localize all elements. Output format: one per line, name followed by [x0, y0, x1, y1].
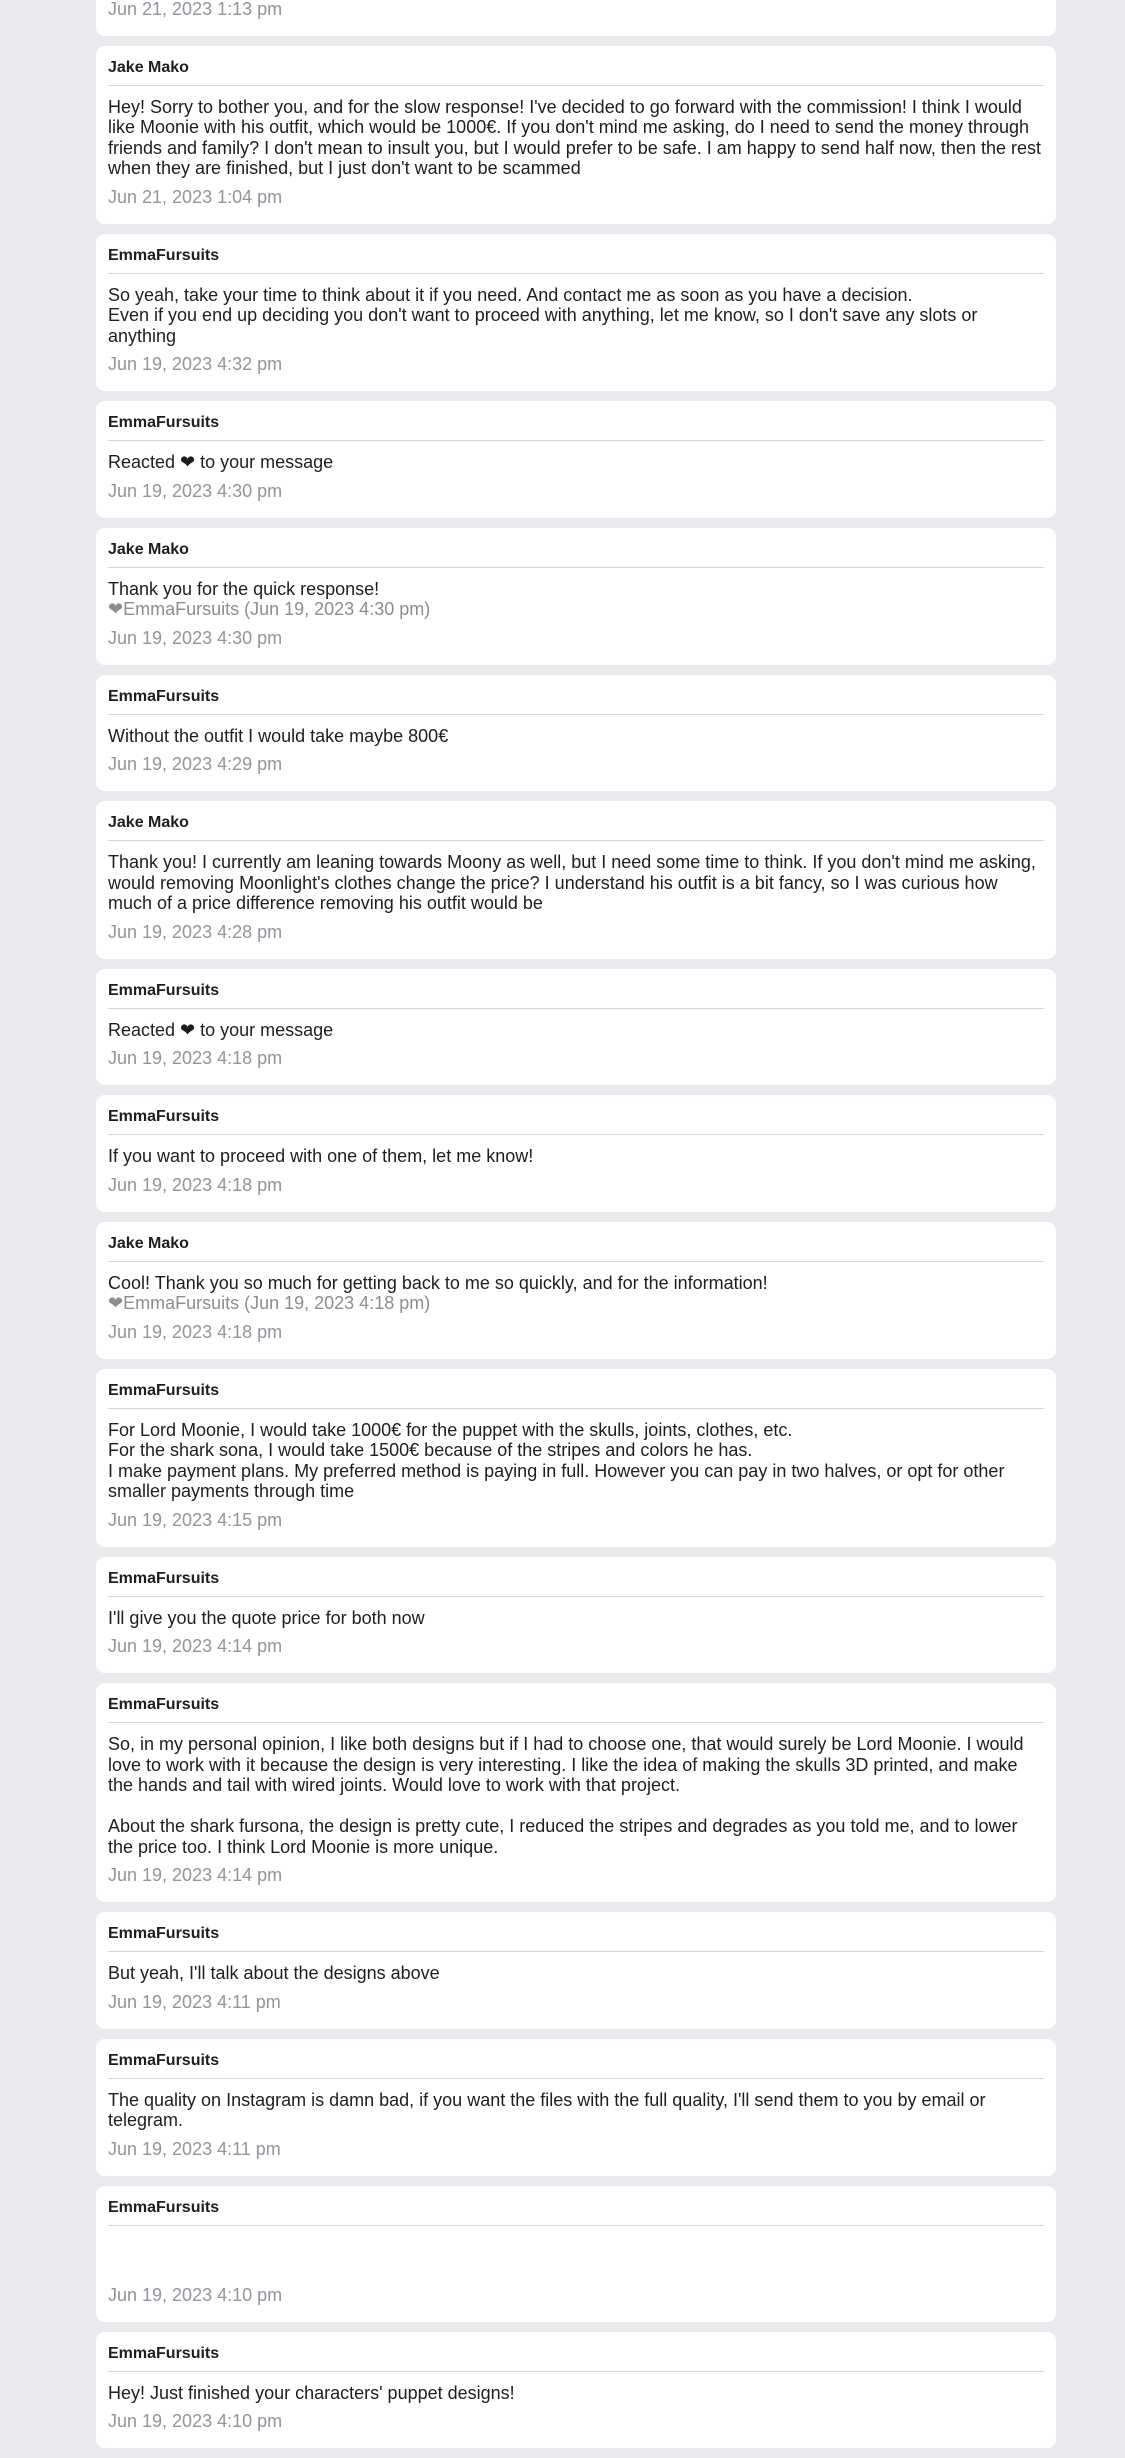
message-timestamp: Jun 19, 2023 4:30 pm — [108, 627, 283, 648]
message-text: Reacted ❤ to your message — [108, 1019, 334, 1040]
message-timestamp: Jun 19, 2023 4:10 pm — [108, 2411, 283, 2431]
message-timestamp: Jun 19, 2023 4:30 pm — [108, 480, 283, 501]
message-card — [96, 528, 1056, 665]
message-sender: EmmaFursuits — [108, 969, 1044, 1009]
message-text: Reacted ❤ to your message — [108, 452, 334, 472]
message-sender: EmmaFursuits — [108, 234, 1044, 274]
message-sender: EmmaFursuits — [108, 2039, 1044, 2079]
message-timestamp: Jun 19, 2023 4:18 pm — [108, 1321, 283, 1342]
message-feed — [96, 0, 1056, 2458]
message-text: The quality on Instagram is damn bad, if you want the files with the full quality, I'll send them to you by email or telegram. — [108, 2089, 986, 2130]
message-timestamp: Jun 19, 2023 4:15 pm — [108, 1509, 283, 1530]
reaction-reply: ❤EmmaFursuits (Jun 19, 2023 4:30 pm) — [108, 599, 431, 619]
message-timestamp: Jun 21, 2023 1:13 pm — [108, 0, 283, 19]
message-sender: EmmaFursuits — [108, 675, 1044, 715]
message-text: Without the outfit I would take maybe 800€ — [108, 725, 449, 746]
message-text: But yeah, I'll talk about the designs above — [108, 1963, 440, 1983]
message-sender: Jake Mako — [108, 1222, 1044, 1262]
message-text: If you want to proceed with one of them, let me know! — [108, 1146, 534, 1166]
message-timestamp: Jun 19, 2023 4:10 pm — [108, 2284, 283, 2305]
message-sender: EmmaFursuits — [108, 2332, 1044, 2372]
message-card — [96, 801, 1056, 959]
message-card — [96, 401, 1056, 518]
message-card — [96, 675, 1056, 792]
message-sender: EmmaFursuits — [108, 401, 1044, 441]
message-card — [96, 969, 1056, 1086]
message-timestamp: Jun 19, 2023 4:29 pm — [108, 754, 283, 774]
message-sender: EmmaFursuits — [108, 1095, 1044, 1135]
message-sender: Jake Mako — [108, 46, 1044, 86]
message-sender: EmmaFursuits — [108, 1683, 1044, 1723]
message-sender: EmmaFursuits — [108, 1369, 1044, 1409]
message-sender: Jake Mako — [108, 528, 1044, 568]
message-text — [108, 2226, 1044, 2277]
message-card — [96, 1683, 1056, 1902]
message-timestamp: Jun 19, 2023 4:11 pm — [108, 2138, 281, 2159]
message-sender: EmmaFursuits — [108, 1557, 1044, 1597]
message-text: So, in my personal opinion, I like both designs but if I had to choose one, that would surely be Lord Moonie. I would love to work with it because the design is very interesting. I like the idea of making the skulls 3D printed, and make the hands and tail with wired joints. Would love to work with that project. About the shark fursona, the design is pretty cute, I reduced the stripes and degrades as you told me, and to lower the price too. I think Lord Moonie is more unique. — [108, 1734, 1024, 1857]
message-text: Thank you for the quick response! — [108, 578, 380, 599]
message-timestamp: Jun 19, 2023 4:28 pm — [108, 921, 283, 942]
message-card — [96, 234, 1056, 392]
message-card — [96, 1369, 1056, 1547]
message-card — [96, 0, 1056, 36]
message-text: So yeah, take your time to think about it if you need. And contact me as soon as you have a decision. Even if you end up deciding you don't want to proceed with anything, let me know, so I don't save any slots or anything — [108, 284, 978, 346]
message-timestamp: Jun 21, 2023 1:04 pm — [108, 186, 283, 207]
message-text: For Lord Moonie, I would take 1000€ for the puppet with the skulls, joints, clothes, etc. For the shark sona, I would take 1500€ because of the stripes and colors he has. I make payment plans. My preferred method is paying in full. However you can pay in two halves, or opt for other smaller payments through time — [108, 1419, 1005, 1501]
message-card — [96, 46, 1056, 224]
message-timestamp: Jun 19, 2023 4:14 pm — [108, 1636, 283, 1656]
message-timestamp: Jun 19, 2023 4:14 pm — [108, 1865, 283, 1885]
message-text: I'll give you the quote price for both now — [108, 1607, 425, 1628]
message-card — [96, 1912, 1056, 2029]
message-card — [96, 1095, 1056, 1212]
message-timestamp: Jun 19, 2023 4:18 pm — [108, 1174, 283, 1195]
message-card — [96, 2039, 1056, 2176]
message-card — [96, 1557, 1056, 1674]
message-timestamp: Jun 19, 2023 4:18 pm — [108, 1048, 283, 1068]
message-card — [96, 2332, 1056, 2449]
message-timestamp: Jun 19, 2023 4:32 pm — [108, 354, 283, 374]
reaction-reply: ❤EmmaFursuits (Jun 19, 2023 4:18 pm) — [108, 1293, 431, 1313]
message-text: Hey! Sorry to bother you, and for the slow response! I've decided to go forward with the commission! I think I would like Moonie with his outfit, which would be 1000€. If you don't mind me asking, do I need to send the money through friends and family? I don't mean to insult you, but I would prefer to be safe. I am happy to send half now, then the rest when they are finished, but I just don't want to be scammed — [108, 96, 1041, 178]
message-timestamp: Jun 19, 2023 4:11 pm — [108, 1991, 281, 2012]
message-text: Thank you! I currently am leaning towards Moony as well, but I need some time to think. If you don't mind me asking, would removing Moonlight's clothes change the price? I understand his outfit is a bit fancy, so I was curious how much of a price difference removing his outfit would be — [108, 852, 1036, 913]
message-card — [96, 1222, 1056, 1359]
message-sender: EmmaFursuits — [108, 1912, 1044, 1952]
message-card — [96, 2186, 1056, 2322]
message-text: Cool! Thank you so much for getting back to me so quickly, and for the information! — [108, 1272, 768, 1293]
message-text: Hey! Just finished your characters' puppet designs! — [108, 2382, 515, 2403]
message-sender: Jake Mako — [108, 801, 1044, 841]
message-sender: EmmaFursuits — [108, 2186, 1044, 2226]
